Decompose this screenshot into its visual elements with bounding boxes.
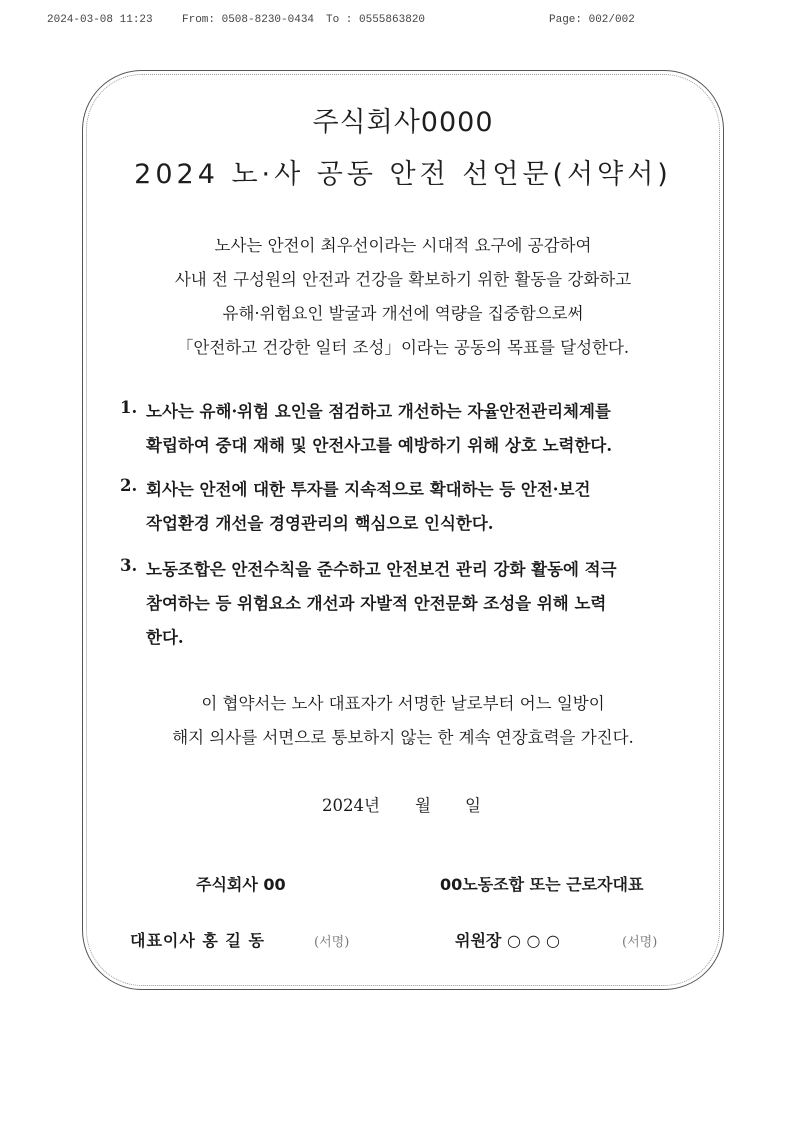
closing-line-1: 이 협약서는 노사 대표자가 서명한 날로부터 어느 일방이 — [201, 694, 605, 713]
fax-datetime: 2024-03-08 11:23 — [47, 14, 153, 26]
date-row — [82, 792, 724, 816]
company-signatory: 주식회사 00 — [196, 875, 286, 894]
article-2-line-2: 작업환경 개선을 경영관리의 핵심으로 인식한다. — [146, 514, 494, 533]
fax-page: Page: 002/002 — [549, 14, 635, 26]
article-2-line-1: 회사는 안전에 대한 투자를 지속적으로 확대하는 등 안전·보건 — [146, 480, 591, 499]
ceo-name: 대표이사 홍 길 동 — [130, 931, 265, 950]
date-month: 월 — [415, 796, 431, 815]
preamble-line-3: 유해·위험요인 발굴과 개선에 역량을 집중함으로써 — [222, 304, 584, 323]
company-title: 주식회사0000 — [312, 107, 494, 138]
article-3-line-2: 참여하는 등 위험요소 개선과 자발적 안전문화 조성을 위해 노력 — [146, 594, 607, 613]
date-day: 일 — [465, 796, 481, 815]
union-sign-mark: (서명) — [622, 935, 658, 950]
article-3-line-1: 노동조합은 안전수칙을 준수하고 안전보건 관리 강화 활동에 적극 — [146, 560, 617, 579]
article-1-line-2: 확립하여 중대 재해 및 안전사고를 예방하기 위해 상호 노력한다. — [146, 436, 613, 455]
preamble-line-1: 노사는 안전이 최우선이라는 시대적 요구에 공감하여 — [214, 236, 592, 255]
article-2-number: 2. — [120, 476, 138, 495]
fax-to: To : 0555863820 — [326, 14, 426, 26]
closing-line-2: 해지 의사를 서면으로 통보하지 않는 한 계속 연장효력을 가진다. — [172, 728, 634, 747]
document-title: 2024 노·사 공동 안전 선언문(서약서) — [134, 159, 672, 190]
preamble-line-2: 사내 전 구성원의 안전과 건강을 확보하기 위한 활동을 강화하고 — [174, 270, 632, 289]
union-signatory: 00노동조합 또는 근로자대표 — [440, 875, 644, 894]
preamble-line-4: 「안전하고 건강한 일터 조성」이라는 공동의 목표를 달성한다. — [176, 338, 630, 357]
union-chair-name: 위원장 ○ ○ ○ — [455, 931, 560, 950]
date-year: 2024년 — [322, 796, 380, 815]
fax-header — [0, 14, 800, 30]
ceo-sign-mark: (서명) — [314, 935, 350, 950]
article-1-line-1: 노사는 유해·위험 요인을 점검하고 개선하는 자율안전관리체계를 — [146, 402, 611, 421]
article-3-number: 3. — [120, 556, 138, 575]
article-1-number: 1. — [120, 398, 138, 417]
fax-from: From: 0508-8230-0434 — [182, 14, 315, 26]
article-3-line-3: 한다. — [146, 628, 184, 647]
